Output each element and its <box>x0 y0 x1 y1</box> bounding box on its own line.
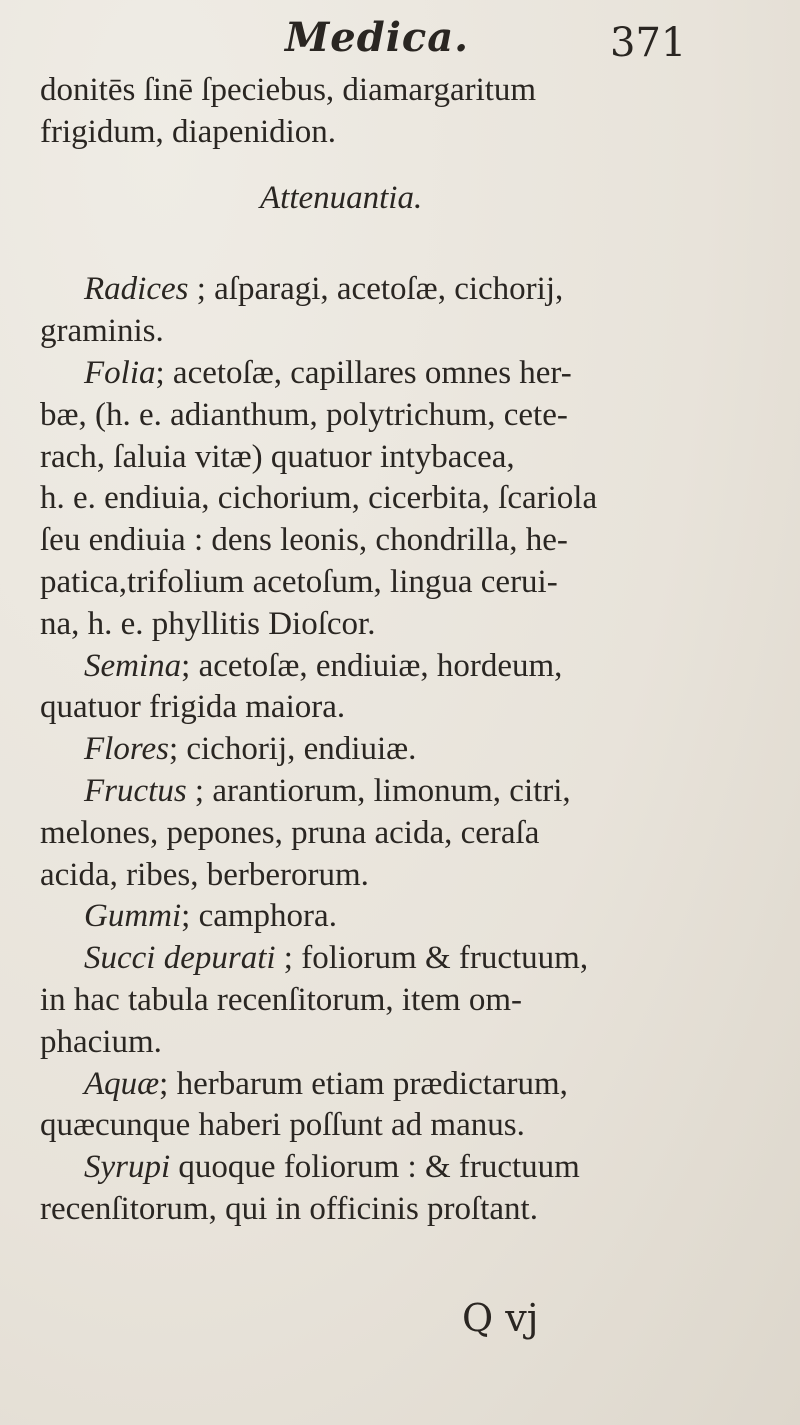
text-line: frigidum, diapenidion. <box>40 113 337 150</box>
entry-line: recenſitorum, qui in officinis proſtant. <box>40 1190 538 1227</box>
entry-line <box>40 269 770 311</box>
entry-line <box>40 896 770 938</box>
entry-line: h. e. endiuia, cichorium, cicerbita, ſcariola <box>40 480 598 517</box>
entry-text: ; foliorum & fructuum, <box>283 940 589 977</box>
entry-label: Aquæ <box>84 1065 160 1102</box>
entry-line: acida, ribes, berberorum. <box>40 856 369 893</box>
entry-line: rach, ſaluia vitæ) quatuor intybacea, <box>40 438 515 475</box>
entry-label: Gummi <box>84 898 182 935</box>
entry-line: patica,trifolium acetoſum, lingua cerui- <box>40 563 558 600</box>
entry-line <box>40 1064 770 1106</box>
text-line: donitēs ſinē ſpeciebus, diamargaritum <box>40 72 537 108</box>
entry-text: ; acetoſæ, endiuiæ, hordeum, <box>181 647 563 684</box>
entry-line: melones, pepones, pruna acida, ceraſa <box>40 814 540 851</box>
page-number: 371 <box>610 20 687 66</box>
entry-text: ; cichorij, endiuiæ. <box>168 731 417 768</box>
entry-line: quæcunque haberi poſſunt ad manus. <box>40 1107 525 1144</box>
signature-mark: Q vj <box>462 1296 539 1340</box>
entry-line: ſeu endiuia : dens leonis, chondrilla, he- <box>40 522 568 559</box>
entry-label: Fructus <box>84 772 187 809</box>
entry-line: in hac tabula recenſitorum, item om- <box>40 981 522 1018</box>
entry-text: ; acetoſæ, capillares omnes her- <box>155 354 572 391</box>
entry-text: ; arantiorum, limonum, citri, <box>194 772 571 809</box>
entry-line <box>40 729 770 771</box>
entry-line <box>40 353 770 395</box>
entry-line <box>40 771 770 813</box>
running-head: Medica. <box>285 14 470 61</box>
entry-text: ; aſparagi, acetoſæ, cichorij, <box>196 271 564 308</box>
entry-label: Folia <box>84 354 156 391</box>
entry-label: Semina <box>84 647 182 684</box>
entry-text: ; herbarum etiam prædictarum, <box>159 1065 568 1102</box>
entry-line: phacium. <box>40 1023 162 1060</box>
entry-line: na, h. e. phyllitis Dioſcor. <box>40 605 376 642</box>
entry-label: Syrupi <box>84 1149 171 1186</box>
page-header <box>0 14 800 70</box>
entry-label: Radices <box>84 271 189 308</box>
entry-text: ; camphora. <box>181 898 337 935</box>
entry-line <box>40 938 770 980</box>
entry-line: quatuor frigida maiora. <box>40 689 346 726</box>
entry-label: Flores <box>84 731 169 768</box>
entry-text: quoque foliorum : & fructuum <box>178 1149 580 1186</box>
entry-line: bæ, (h. e. adianthum, polytrichum, cete- <box>40 396 568 433</box>
entry-line <box>40 646 770 688</box>
entry-line <box>40 1147 770 1189</box>
entry-label: Succi depurati <box>84 940 276 977</box>
entry-line: graminis. <box>40 313 164 350</box>
section-heading: Attenuantia. <box>260 179 423 216</box>
text-body <box>40 70 770 1231</box>
